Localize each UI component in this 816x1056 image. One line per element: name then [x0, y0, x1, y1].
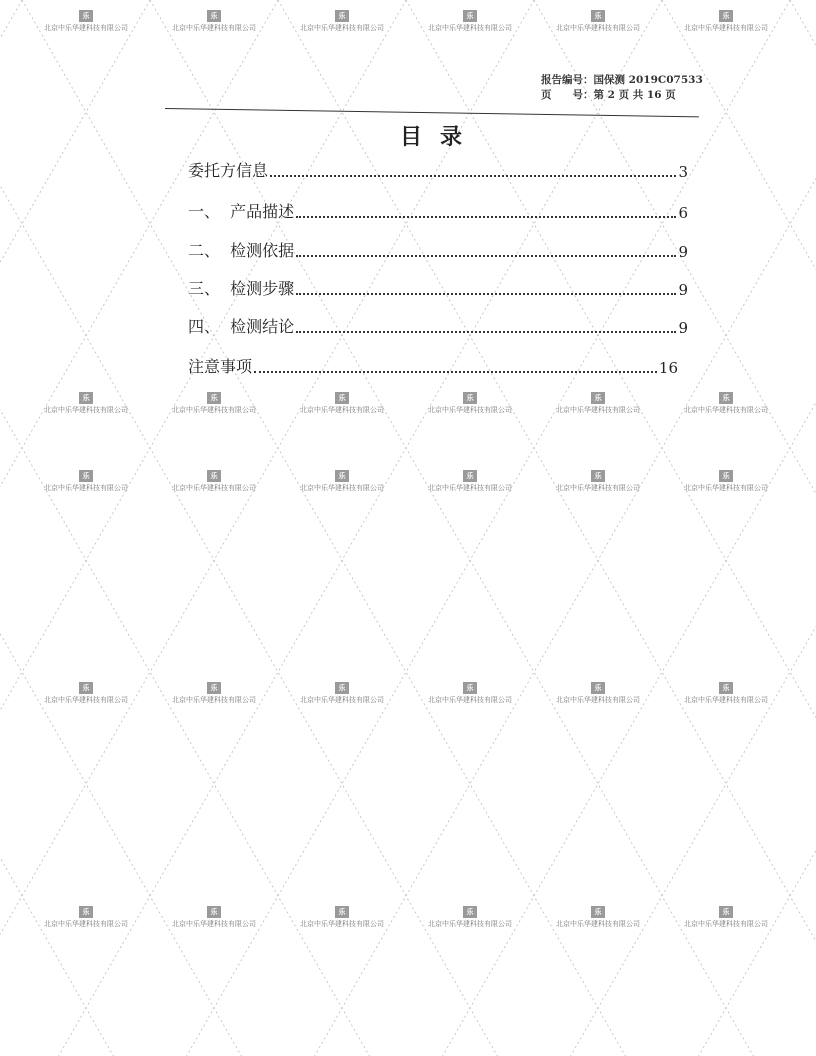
watermark-company: 北京中乐华建科技有限公司 — [44, 484, 128, 492]
watermark-company: 北京中乐华建科技有限公司 — [172, 24, 256, 32]
company-logo-icon: 乐 — [335, 470, 349, 482]
company-logo-icon: 乐 — [335, 906, 349, 918]
watermark-stamp — [543, 906, 653, 929]
watermark-company: 北京中乐华建科技有限公司 — [556, 696, 640, 704]
toc-leader-dots — [254, 371, 657, 373]
toc-leader-dots — [296, 331, 676, 333]
watermark-stamp — [671, 10, 781, 33]
watermark-stamp — [543, 10, 653, 33]
report-header — [541, 73, 703, 103]
company-logo-icon: 乐 — [463, 10, 477, 22]
report-no: 国保测 2019C07533 — [593, 74, 703, 86]
watermark-line — [0, 0, 150, 1056]
watermark-company: 北京中乐华建科技有限公司 — [556, 406, 640, 414]
watermark-company: 北京中乐华建科技有限公司 — [172, 484, 256, 492]
company-logo-icon: 乐 — [719, 682, 733, 694]
watermark-company: 北京中乐华建科技有限公司 — [300, 24, 384, 32]
watermark-stamp — [287, 392, 397, 415]
watermark-stamp — [31, 682, 141, 705]
watermark-company: 北京中乐华建科技有限公司 — [428, 406, 512, 414]
watermark-stamp — [415, 906, 525, 929]
toc-entry-label: 三、 检测步骤 — [188, 279, 295, 298]
company-logo-icon: 乐 — [207, 470, 221, 482]
company-logo-icon: 乐 — [79, 392, 93, 404]
company-logo-icon: 乐 — [463, 682, 477, 694]
company-logo-icon: 乐 — [591, 470, 605, 482]
company-logo-icon: 乐 — [463, 392, 477, 404]
watermark-line — [0, 0, 22, 1056]
company-logo-icon: 乐 — [335, 10, 349, 22]
watermark-stamp — [287, 906, 397, 929]
toc-entry[interactable] — [188, 199, 688, 222]
watermark-stamp — [31, 10, 141, 33]
company-logo-icon: 乐 — [591, 392, 605, 404]
toc-entry-label: 四、 检测结论 — [188, 317, 295, 336]
watermark-stamp — [287, 682, 397, 705]
toc-entry-label: 二、 检测依据 — [188, 241, 295, 260]
company-logo-icon: 乐 — [207, 906, 221, 918]
watermark-company: 北京中乐华建科技有限公司 — [44, 406, 128, 414]
toc-page-number: 16 — [658, 359, 678, 377]
watermark-company: 北京中乐华建科技有限公司 — [44, 24, 128, 32]
company-logo-icon: 乐 — [719, 392, 733, 404]
toc-entry[interactable] — [188, 354, 678, 377]
toc-page-number: 9 — [678, 319, 688, 337]
toc-leader-dots — [296, 216, 676, 218]
watermark-stamp — [671, 682, 781, 705]
company-logo-icon: 乐 — [79, 10, 93, 22]
company-logo-icon: 乐 — [79, 470, 93, 482]
watermark-stamp — [543, 392, 653, 415]
watermark-company: 北京中乐华建科技有限公司 — [172, 406, 256, 414]
watermark-stamp — [671, 392, 781, 415]
watermark-stamp — [415, 392, 525, 415]
page-info: 第 2 页 共 16 页 — [593, 89, 676, 101]
watermark-company: 北京中乐华建科技有限公司 — [44, 696, 128, 704]
watermark-line — [0, 0, 113, 1056]
watermark-stamp — [31, 392, 141, 415]
watermark-company: 北京中乐华建科技有限公司 — [684, 484, 768, 492]
watermark-company: 北京中乐华建科技有限公司 — [44, 920, 128, 928]
page-title: 目录 — [400, 124, 481, 150]
watermark-line — [699, 0, 816, 1056]
watermark-line — [790, 0, 816, 1056]
watermark-company: 北京中乐华建科技有限公司 — [172, 920, 256, 928]
company-logo-icon: 乐 — [335, 682, 349, 694]
toc-leader-dots — [296, 293, 676, 295]
company-logo-icon: 乐 — [719, 906, 733, 918]
watermark-stamp — [415, 682, 525, 705]
company-logo-icon: 乐 — [463, 906, 477, 918]
company-logo-icon: 乐 — [591, 906, 605, 918]
watermark-company: 北京中乐华建科技有限公司 — [684, 406, 768, 414]
watermark-stamp — [415, 10, 525, 33]
toc-entry[interactable] — [188, 238, 688, 261]
watermark-stamp — [31, 470, 141, 493]
watermark-stamp — [415, 470, 525, 493]
watermark-company: 北京中乐华建科技有限公司 — [172, 696, 256, 704]
watermark-company: 北京中乐华建科技有限公司 — [428, 24, 512, 32]
page-label: 页 号： — [541, 89, 594, 101]
watermark-company: 北京中乐华建科技有限公司 — [300, 406, 384, 414]
company-logo-icon: 乐 — [79, 682, 93, 694]
toc-entry-label: 委托方信息 — [188, 161, 269, 180]
company-logo-icon: 乐 — [591, 10, 605, 22]
watermark-stamp — [159, 392, 269, 415]
watermark-stamp — [287, 10, 397, 33]
watermark-stamp — [287, 470, 397, 493]
watermark-company: 北京中乐华建科技有限公司 — [300, 696, 384, 704]
toc-page-number: 9 — [678, 243, 688, 261]
watermark-company: 北京中乐华建科技有限公司 — [428, 484, 512, 492]
toc-leader-dots — [270, 175, 676, 177]
toc-entry-label: 一、 产品描述 — [188, 202, 295, 221]
watermark-stamp — [31, 906, 141, 929]
watermark-stamp — [159, 10, 269, 33]
company-logo-icon: 乐 — [463, 470, 477, 482]
company-logo-icon: 乐 — [591, 682, 605, 694]
watermark-stamp — [543, 470, 653, 493]
watermark-stamp — [671, 470, 781, 493]
report-no-label: 报告编号： — [541, 74, 594, 86]
company-logo-icon: 乐 — [207, 392, 221, 404]
watermark-stamp — [671, 906, 781, 929]
watermark-company: 北京中乐华建科技有限公司 — [556, 24, 640, 32]
toc-entry-label: 注意事项 — [188, 357, 253, 376]
company-logo-icon: 乐 — [207, 10, 221, 22]
company-logo-icon: 乐 — [335, 392, 349, 404]
company-logo-icon: 乐 — [207, 682, 221, 694]
watermark-stamp — [159, 470, 269, 493]
company-logo-icon: 乐 — [719, 470, 733, 482]
watermark-company: 北京中乐华建科技有限公司 — [428, 920, 512, 928]
watermark-company: 北京中乐华建科技有限公司 — [684, 920, 768, 928]
toc-entry[interactable] — [188, 276, 688, 299]
watermark-company: 北京中乐华建科技有限公司 — [556, 920, 640, 928]
watermark-company: 北京中乐华建科技有限公司 — [428, 696, 512, 704]
toc-leader-dots — [296, 255, 676, 257]
toc-entry[interactable] — [188, 158, 688, 181]
watermark-company: 北京中乐华建科技有限公司 — [556, 484, 640, 492]
watermark-stamp — [159, 906, 269, 929]
toc-page-number: 9 — [678, 281, 688, 299]
watermark-stamp — [159, 682, 269, 705]
toc-entry[interactable] — [188, 314, 688, 337]
watermark-company: 北京中乐华建科技有限公司 — [300, 484, 384, 492]
watermark-stamp — [543, 682, 653, 705]
watermark-company: 北京中乐华建科技有限公司 — [684, 24, 768, 32]
company-logo-icon: 乐 — [79, 906, 93, 918]
watermark-company: 北京中乐华建科技有限公司 — [300, 920, 384, 928]
watermark-company: 北京中乐华建科技有限公司 — [684, 696, 768, 704]
toc-page-number: 3 — [678, 163, 688, 181]
toc-page-number: 6 — [678, 204, 688, 222]
company-logo-icon: 乐 — [719, 10, 733, 22]
